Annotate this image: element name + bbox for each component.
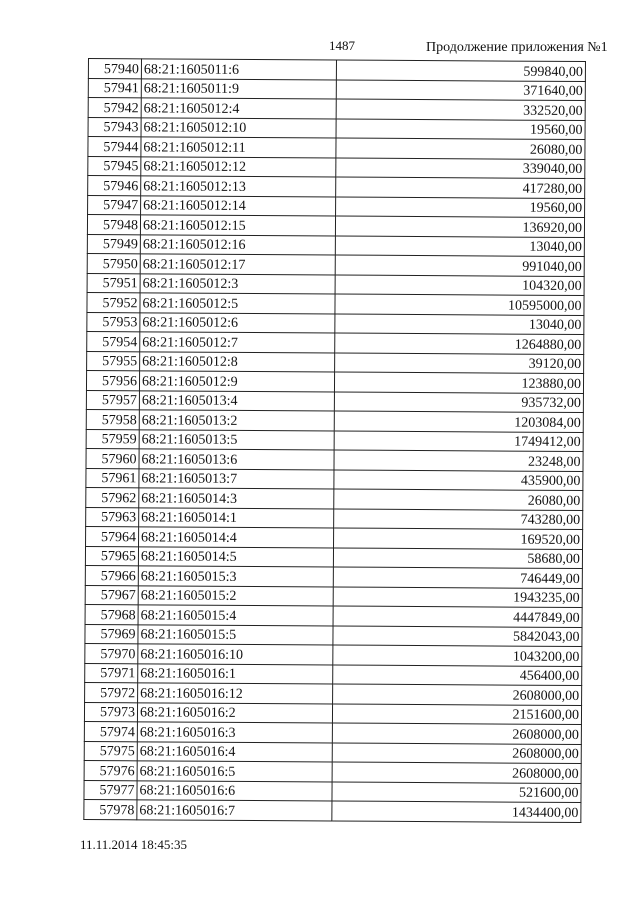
table-row — [85, 565, 582, 588]
cadastral-number-cell: 68:21:1605012:17 — [140, 254, 335, 275]
table-row — [88, 137, 585, 160]
cadastral-value-cell: 58680,00 — [333, 548, 582, 569]
table-row — [85, 546, 582, 569]
cadastral-number-cell: 68:21:1605012:8 — [140, 351, 335, 372]
cadastral-value-cell: 746449,00 — [333, 567, 582, 588]
cadastral-value-cell: 13040,00 — [335, 314, 584, 335]
row-number-cell: 57954 — [87, 331, 140, 351]
cadastral-value-cell: 1749412,00 — [334, 431, 583, 452]
table-row — [87, 331, 584, 354]
cadastral-number-cell: 68:21:1605016:2 — [137, 702, 332, 723]
cadastral-number-cell: 68:21:1605015:2 — [138, 585, 333, 606]
cadastral-value-cell: 169520,00 — [334, 528, 583, 549]
table-row — [87, 253, 584, 276]
row-number-cell: 57975 — [84, 741, 137, 761]
cadastral-value-cell: 19560,00 — [336, 119, 585, 140]
row-number-cell: 57951 — [87, 273, 140, 293]
cadastral-number-cell: 68:21:1605013:5 — [139, 429, 334, 450]
cadastral-value-cell: 26080,00 — [336, 138, 585, 159]
cadastral-number-cell: 68:21:1605014:3 — [139, 488, 334, 509]
table-body — [84, 59, 586, 823]
cadastral-value-cell: 2151600,00 — [332, 704, 581, 725]
cadastral-number-cell: 68:21:1605013:2 — [139, 410, 334, 431]
table-row — [84, 741, 581, 764]
row-number-cell: 57961 — [86, 468, 139, 488]
cadastral-number-cell: 68:21:1605012:7 — [140, 332, 335, 353]
row-number-cell: 57977 — [84, 780, 137, 800]
cadastral-number-cell: 68:21:1605016:4 — [137, 741, 332, 762]
row-number-cell: 57962 — [86, 487, 139, 507]
cadastral-value-cell: 1943235,00 — [333, 587, 582, 608]
cadastral-value-cell: 2608000,00 — [332, 723, 581, 744]
cadastral-value-cell: 521600,00 — [332, 782, 581, 803]
cadastral-value-cell: 5842043,00 — [333, 626, 582, 647]
cadastral-value-cell: 26080,00 — [334, 489, 583, 510]
cadastral-value-cell: 23248,00 — [334, 450, 583, 471]
table-row — [87, 351, 584, 374]
row-number-cell: 57943 — [88, 117, 141, 137]
row-number-cell: 57957 — [86, 390, 139, 410]
table-row — [86, 409, 583, 432]
cadastral-number-cell: 68:21:1605014:1 — [139, 507, 334, 528]
table-row — [85, 604, 582, 627]
row-number-cell: 57944 — [88, 137, 141, 157]
row-number-cell: 57963 — [86, 507, 139, 527]
table-row — [87, 215, 584, 238]
cadastral-value-cell: 1043200,00 — [333, 645, 582, 666]
row-number-cell: 57948 — [87, 215, 140, 235]
cadastral-value-cell: 1203084,00 — [334, 411, 583, 432]
cadastral-number-cell: 68:21:1605013:6 — [139, 449, 334, 470]
table-row — [87, 273, 584, 296]
cadastral-value-cell: 991040,00 — [335, 255, 584, 276]
cadastral-number-cell: 68:21:1605016:12 — [138, 683, 333, 704]
cadastral-number-cell: 68:21:1605012:12 — [141, 156, 336, 177]
table-row — [88, 59, 585, 82]
row-number-cell: 57959 — [86, 429, 139, 449]
cadastral-number-cell: 68:21:1605016:10 — [138, 644, 333, 665]
row-number-cell: 57953 — [87, 312, 140, 332]
print-timestamp: 11.11.2014 18:45:35 — [80, 837, 188, 852]
table-row — [84, 702, 581, 725]
table-row — [84, 760, 581, 783]
row-number-cell: 57945 — [88, 156, 141, 176]
row-number-cell: 57964 — [86, 526, 139, 546]
table-row — [84, 780, 581, 803]
cadastral-value-cell: 10595000,00 — [335, 294, 584, 315]
cadastral-value-cell: 2608000,00 — [333, 684, 582, 705]
cadastral-value-cell: 435900,00 — [334, 470, 583, 491]
table-row — [87, 234, 584, 257]
cadastral-number-cell: 68:21:1605013:4 — [139, 390, 334, 411]
row-number-cell: 57947 — [88, 195, 141, 215]
cadastral-value-cell: 104320,00 — [335, 275, 584, 296]
cadastral-number-cell: 68:21:1605014:4 — [139, 527, 334, 548]
row-number-cell: 57956 — [86, 370, 139, 390]
table-row — [86, 468, 583, 491]
cadastral-value-cell: 456400,00 — [333, 665, 582, 686]
table-row — [84, 721, 581, 744]
cadastral-number-cell: 68:21:1605012:6 — [140, 312, 335, 333]
cadastral-value-cell: 19560,00 — [336, 197, 585, 218]
cadastral-number-cell: 68:21:1605012:10 — [141, 117, 336, 138]
cadastral-number-cell: 68:21:1605012:14 — [141, 195, 336, 216]
table-row — [88, 78, 585, 101]
cadastral-value-cell: 136920,00 — [335, 216, 584, 237]
row-number-cell: 57970 — [85, 643, 138, 663]
table-row — [86, 507, 583, 530]
cadastral-value-cell: 1434400,00 — [332, 801, 581, 822]
table-row — [85, 585, 582, 608]
table-row — [88, 195, 585, 218]
cadastral-number-cell: 68:21:1605015:3 — [138, 566, 333, 587]
table-row — [87, 292, 584, 315]
cadastral-number-cell: 68:21:1605012:11 — [141, 137, 336, 158]
cadastral-number-cell: 68:21:1605011:9 — [141, 78, 336, 99]
row-number-cell: 57972 — [85, 682, 138, 702]
table-row — [86, 370, 583, 393]
table-row — [88, 156, 585, 179]
cadastral-number-cell: 68:21:1605016:5 — [137, 761, 332, 782]
cadastral-value-table — [83, 58, 586, 823]
row-number-cell: 57973 — [84, 702, 137, 722]
row-number-cell: 57955 — [87, 351, 140, 371]
cadastral-value-cell: 4447849,00 — [333, 606, 582, 627]
cadastral-value-cell: 2608000,00 — [332, 762, 581, 783]
row-number-cell: 57966 — [85, 565, 138, 585]
cadastral-value-cell: 2608000,00 — [332, 743, 581, 764]
table-row — [85, 643, 582, 666]
row-number-cell: 57978 — [84, 799, 137, 819]
row-number-cell: 57940 — [88, 59, 141, 79]
table-row — [86, 448, 583, 471]
table-row — [88, 98, 585, 121]
row-number-cell: 57952 — [87, 292, 140, 312]
page-number: 1487 — [329, 38, 355, 53]
table-row — [87, 312, 584, 335]
row-number-cell: 57965 — [85, 546, 138, 566]
cadastral-value-cell: 371640,00 — [336, 80, 585, 101]
cadastral-value-cell: 417280,00 — [336, 177, 585, 198]
cadastral-number-cell: 68:21:1605011:6 — [141, 59, 336, 80]
cadastral-value-cell: 123880,00 — [334, 372, 583, 393]
row-number-cell: 57941 — [88, 78, 141, 98]
cadastral-number-cell: 68:21:1605016:3 — [137, 722, 332, 743]
row-number-cell: 57946 — [88, 176, 141, 196]
row-number-cell: 57974 — [84, 721, 137, 741]
cadastral-number-cell: 68:21:1605014:5 — [138, 546, 333, 567]
cadastral-number-cell: 68:21:1605015:5 — [138, 624, 333, 645]
cadastral-number-cell: 68:21:1605012:4 — [141, 98, 336, 119]
table-row — [88, 117, 585, 140]
table-row — [86, 390, 583, 413]
cadastral-number-cell: 68:21:1605012:16 — [140, 234, 335, 255]
table-row — [86, 487, 583, 510]
cadastral-number-cell: 68:21:1605015:4 — [138, 605, 333, 626]
table-row — [86, 526, 583, 549]
row-number-cell: 57942 — [88, 98, 141, 118]
cadastral-number-cell: 68:21:1605012:5 — [140, 293, 335, 314]
cadastral-number-cell: 68:21:1605013:7 — [139, 468, 334, 489]
table-row — [85, 624, 582, 647]
cadastral-value-cell: 935732,00 — [334, 392, 583, 413]
table-row — [85, 682, 582, 705]
cadastral-number-cell: 68:21:1605016:6 — [137, 780, 332, 801]
cadastral-value-cell: 743280,00 — [334, 509, 583, 530]
row-number-cell: 57960 — [86, 448, 139, 468]
row-number-cell: 57968 — [85, 604, 138, 624]
cadastral-number-cell: 68:21:1605016:7 — [137, 800, 332, 821]
row-number-cell: 57971 — [85, 663, 138, 683]
cadastral-value-cell: 39120,00 — [335, 353, 584, 374]
table-row — [84, 799, 581, 822]
cadastral-value-cell: 339040,00 — [336, 158, 585, 179]
cadastral-value-cell: 13040,00 — [335, 236, 584, 257]
table-row — [88, 176, 585, 199]
cadastral-number-cell: 68:21:1605012:13 — [141, 176, 336, 197]
cadastral-number-cell: 68:21:1605012:15 — [140, 215, 335, 236]
row-number-cell: 57969 — [85, 624, 138, 644]
cadastral-value-cell: 1264880,00 — [335, 333, 584, 354]
cadastral-number-cell: 68:21:1605012:9 — [139, 371, 334, 392]
row-number-cell: 57950 — [87, 253, 140, 273]
cadastral-value-cell: 332520,00 — [336, 99, 585, 120]
cadastral-value-cell: 599840,00 — [336, 60, 585, 81]
cadastral-number-cell: 68:21:1605016:1 — [138, 663, 333, 684]
row-number-cell: 57967 — [85, 585, 138, 605]
row-number-cell: 57976 — [84, 760, 137, 780]
table-row — [85, 663, 582, 686]
cadastral-number-cell: 68:21:1605012:3 — [140, 273, 335, 294]
row-number-cell: 57949 — [87, 234, 140, 254]
table-row — [86, 429, 583, 452]
appendix-continuation-note: Продолжение приложения №1 — [426, 40, 608, 55]
row-number-cell: 57958 — [86, 409, 139, 429]
